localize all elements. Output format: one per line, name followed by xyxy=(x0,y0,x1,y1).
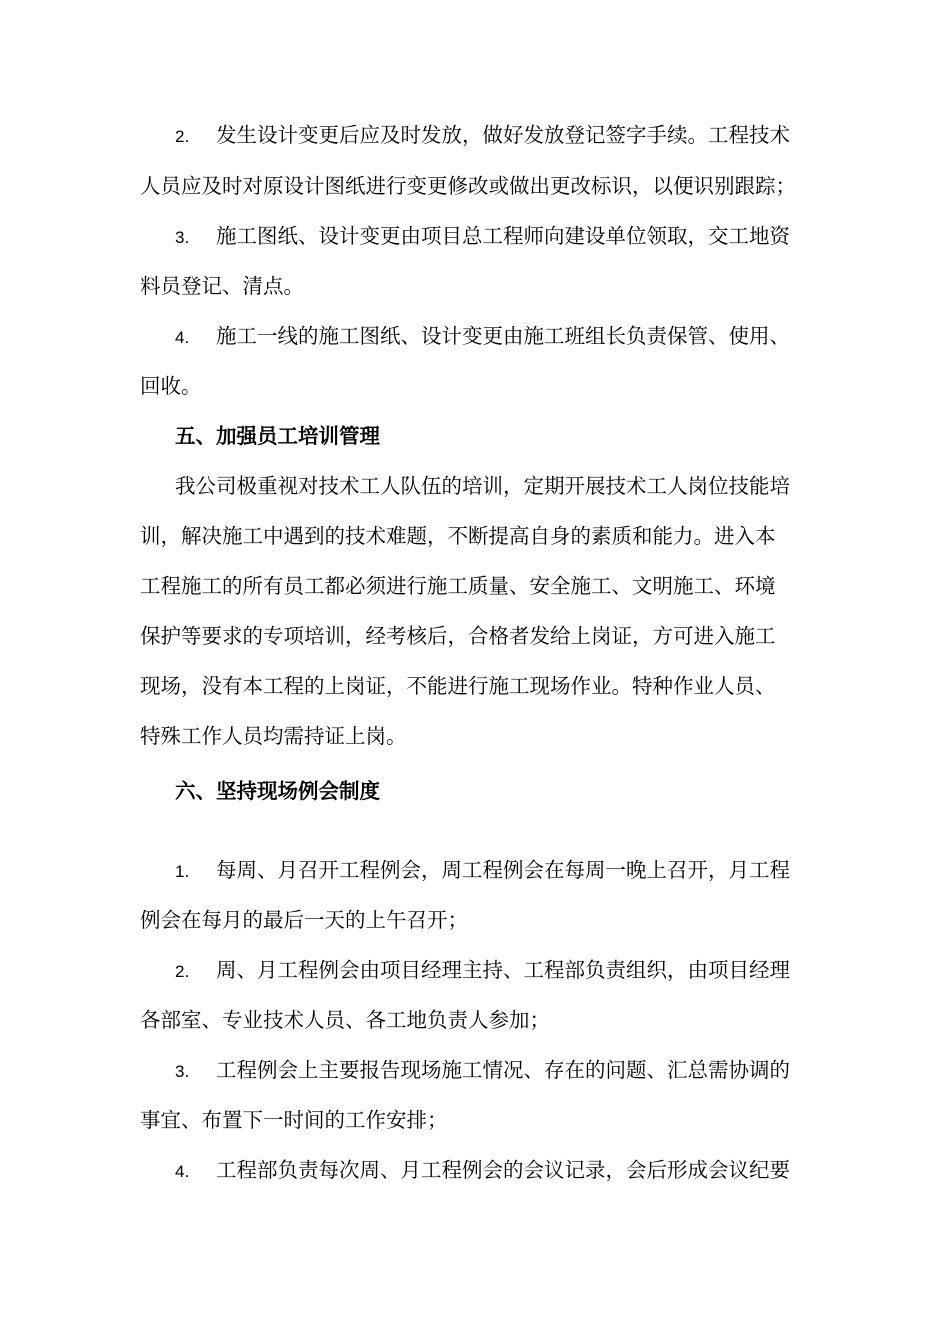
paragraph-text: 每周、月召开工程例会，周工程例会在每周一晚上召开，月工程 xyxy=(216,858,790,882)
paragraph-line xyxy=(140,1005,820,1035)
paragraph-line xyxy=(140,671,820,701)
paragraph-line xyxy=(140,521,820,551)
list-number: 3. xyxy=(175,1062,190,1081)
paragraph-text: 施工一线的施工图纸、设计变更由施工班组长负责保管、使用、 xyxy=(216,324,790,348)
paragraph-line xyxy=(140,171,820,201)
paragraph-line xyxy=(140,271,820,301)
heading-text: 六、坚持现场例会制度 xyxy=(175,779,380,803)
list-number: 3. xyxy=(175,228,190,247)
list-item-3 xyxy=(175,1055,855,1087)
list-number: 4. xyxy=(175,328,190,347)
paragraph-line xyxy=(140,571,820,601)
paragraph-text: 工程施工的所有员工都必须进行施工质量、安全施工、文明施工、环境 xyxy=(140,574,776,598)
paragraph-text: 周、月工程例会由项目经理主持、工程部负责组织，由项目经理 xyxy=(216,958,790,982)
list-item-3 xyxy=(175,221,855,253)
list-number: 2. xyxy=(175,962,190,981)
paragraph-text: 工程例会上主要报告现场施工情况、存在的问题、汇总需协调的 xyxy=(216,1058,790,1082)
paragraph-line xyxy=(140,905,820,935)
list-item-4 xyxy=(175,1155,855,1187)
section-heading-5 xyxy=(175,421,855,451)
paragraph-line xyxy=(140,1105,820,1135)
paragraph-text: 施工图纸、设计变更由项目总工程师向建设单位领取，交工地资 xyxy=(216,224,790,248)
paragraph-text: 人员应及时对原设计图纸进行变更修改或做出更改标识，以便识别跟踪； xyxy=(140,174,796,198)
paragraph-line xyxy=(140,371,820,401)
list-item-1 xyxy=(175,855,855,887)
paragraph-text: 我公司极重视对技术工人队伍的培训，定期开展技术工人岗位技能培 xyxy=(175,474,790,498)
section-heading-6 xyxy=(175,776,855,806)
list-item-2 xyxy=(175,120,855,152)
paragraph-text: 训，解决施工中遇到的技术难题，不断提高自身的素质和能力。进入本 xyxy=(140,524,776,548)
paragraph-text: 例会在每月的最后一天的上午召开； xyxy=(140,908,468,932)
list-number: 4. xyxy=(175,1162,190,1181)
list-number: 1. xyxy=(175,862,190,881)
paragraph-text: 现场，没有本工程的上岗证，不能进行施工现场作业。特种作业人员、 xyxy=(140,674,776,698)
list-number: 2. xyxy=(175,127,190,146)
paragraph-text: 料员登记、清点。 xyxy=(140,274,304,298)
paragraph-line xyxy=(140,621,820,651)
paragraph-line xyxy=(175,471,855,501)
list-item-4 xyxy=(175,321,855,353)
paragraph-text: 回收。 xyxy=(140,374,202,398)
paragraph-line xyxy=(140,721,820,751)
paragraph-text: 保护等要求的专项培训，经考核后，合格者发给上岗证，方可进入施工 xyxy=(140,624,776,648)
paragraph-text: 特殊工作人员均需持证上岗。 xyxy=(140,724,407,748)
heading-text: 五、加强员工培训管理 xyxy=(175,424,380,448)
paragraph-text: 各部室、专业技术人员、各工地负责人参加； xyxy=(140,1008,550,1032)
paragraph-text: 事宜、布置下一时间的工作安排； xyxy=(140,1108,448,1132)
paragraph-text: 发生设计变更后应及时发放，做好发放登记签字手续。工程技术 xyxy=(216,123,790,147)
paragraph-text: 工程部负责每次周、月工程例会的会议记录，会后形成会议纪要 xyxy=(216,1158,790,1182)
list-item-2 xyxy=(175,955,855,987)
